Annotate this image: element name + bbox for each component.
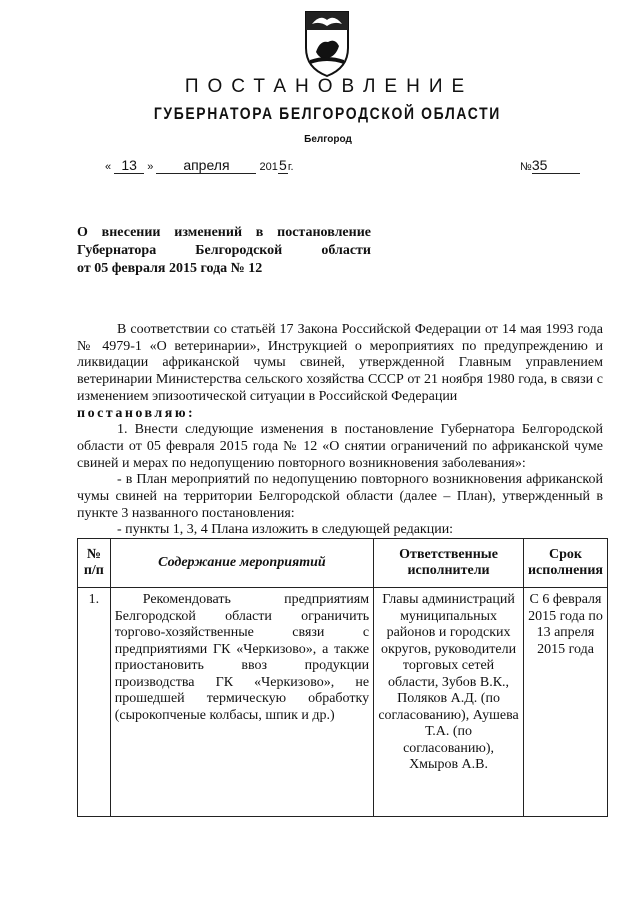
- clause-1-paragraph: 1. Внести следующие изменения в постановление Губернатора Белгородской области от 05 февраля 2015 года № 12 «О снятии ограничений по африканской чуме свиней и мерах по недопущению повторного возникновения заболевания»:: [77, 422, 603, 471]
- document-body: [77, 322, 603, 539]
- date-year-prefix: 201: [259, 161, 278, 173]
- document-type-title: ПОСТАНОВЛЕНИЕ: [184, 76, 474, 97]
- date-day: 13: [114, 157, 144, 174]
- preamble-paragraph: В соответствии со статьёй 17 Закона Российской Федерации от 14 мая 1993 года № 4979-1 «О ветеринарии», Инструкцией о мероприятиях по предупреждению и ликвидации африканской чумы свиней, утвержденной Главным управлением ветеринарии Министерства сельского хозяйства СССР от 21 ноября 1980 года, в связи с изменением эпизоотической ситуации в Российской Федерации: [77, 322, 603, 404]
- table-header-row: [78, 539, 608, 588]
- row-term: С 6 февраля 2015 года по 13 апреля 2015 года: [523, 588, 607, 817]
- date-year-digit: 5: [278, 157, 287, 173]
- city-label: Белгород: [304, 134, 352, 145]
- document-number: [520, 157, 580, 174]
- subject-line-2: Губернатора Белгородской области: [77, 243, 371, 258]
- number-value: 35: [532, 157, 580, 174]
- items-paragraph: - пункты 1, 3, 4 Плана изложить в следующей редакции:: [117, 522, 454, 538]
- document-date: [105, 157, 294, 174]
- table-row: [78, 588, 608, 817]
- plan-table: [77, 538, 608, 817]
- header-term: Срок исполнения: [523, 539, 607, 588]
- header-num: № п/п: [78, 539, 111, 588]
- plan-paragraph: - в План мероприятий по недопущению повторного возникновения африканской чумы свиней на территории Белгородской области (далее – План), утвержденный в пункте 3 названного постановления:: [77, 472, 603, 521]
- issuer-title: ГУБЕРНАТОРА БЕЛГОРОДСКОЙ ОБЛАСТИ: [153, 104, 501, 123]
- row-num: 1.: [78, 588, 111, 817]
- header-executors: Ответственные исполнители: [374, 539, 524, 588]
- subject-line-3: от 05 февраля 2015 года № 12: [77, 261, 263, 276]
- date-open-quote: «: [105, 161, 112, 173]
- number-label: №: [520, 161, 532, 173]
- belgorod-coat-of-arms-icon: [302, 8, 352, 78]
- row-content: Рекомендовать предприятиям Белгородской области ограничить торгово-хозяйственные связи с предприятиями ГК «Черкизово», а также приостановить ввоз продукции производства ГК «Черкизово», не прошедшей термическую обработку (сырокопченые колбасы, шпик и др.): [110, 588, 373, 817]
- row-executors: Главы администраций муниципальных районов и городских округов, руководители торговых сетей области, Зубов В.К., Поляков А.Д. (по согласованию), Аушева Т.А. (по согласованию), Хмыров А.В.: [374, 588, 524, 817]
- date-month: апреля: [156, 157, 256, 174]
- decree-word: постановляю:: [77, 405, 196, 421]
- date-year-suffix: г.: [287, 161, 294, 173]
- date-close-quote: »: [147, 161, 154, 173]
- document-subject: [77, 224, 371, 278]
- subject-line-1: О внесении изменений в постановление: [77, 225, 371, 240]
- header-content: Содержание мероприятий: [110, 539, 373, 588]
